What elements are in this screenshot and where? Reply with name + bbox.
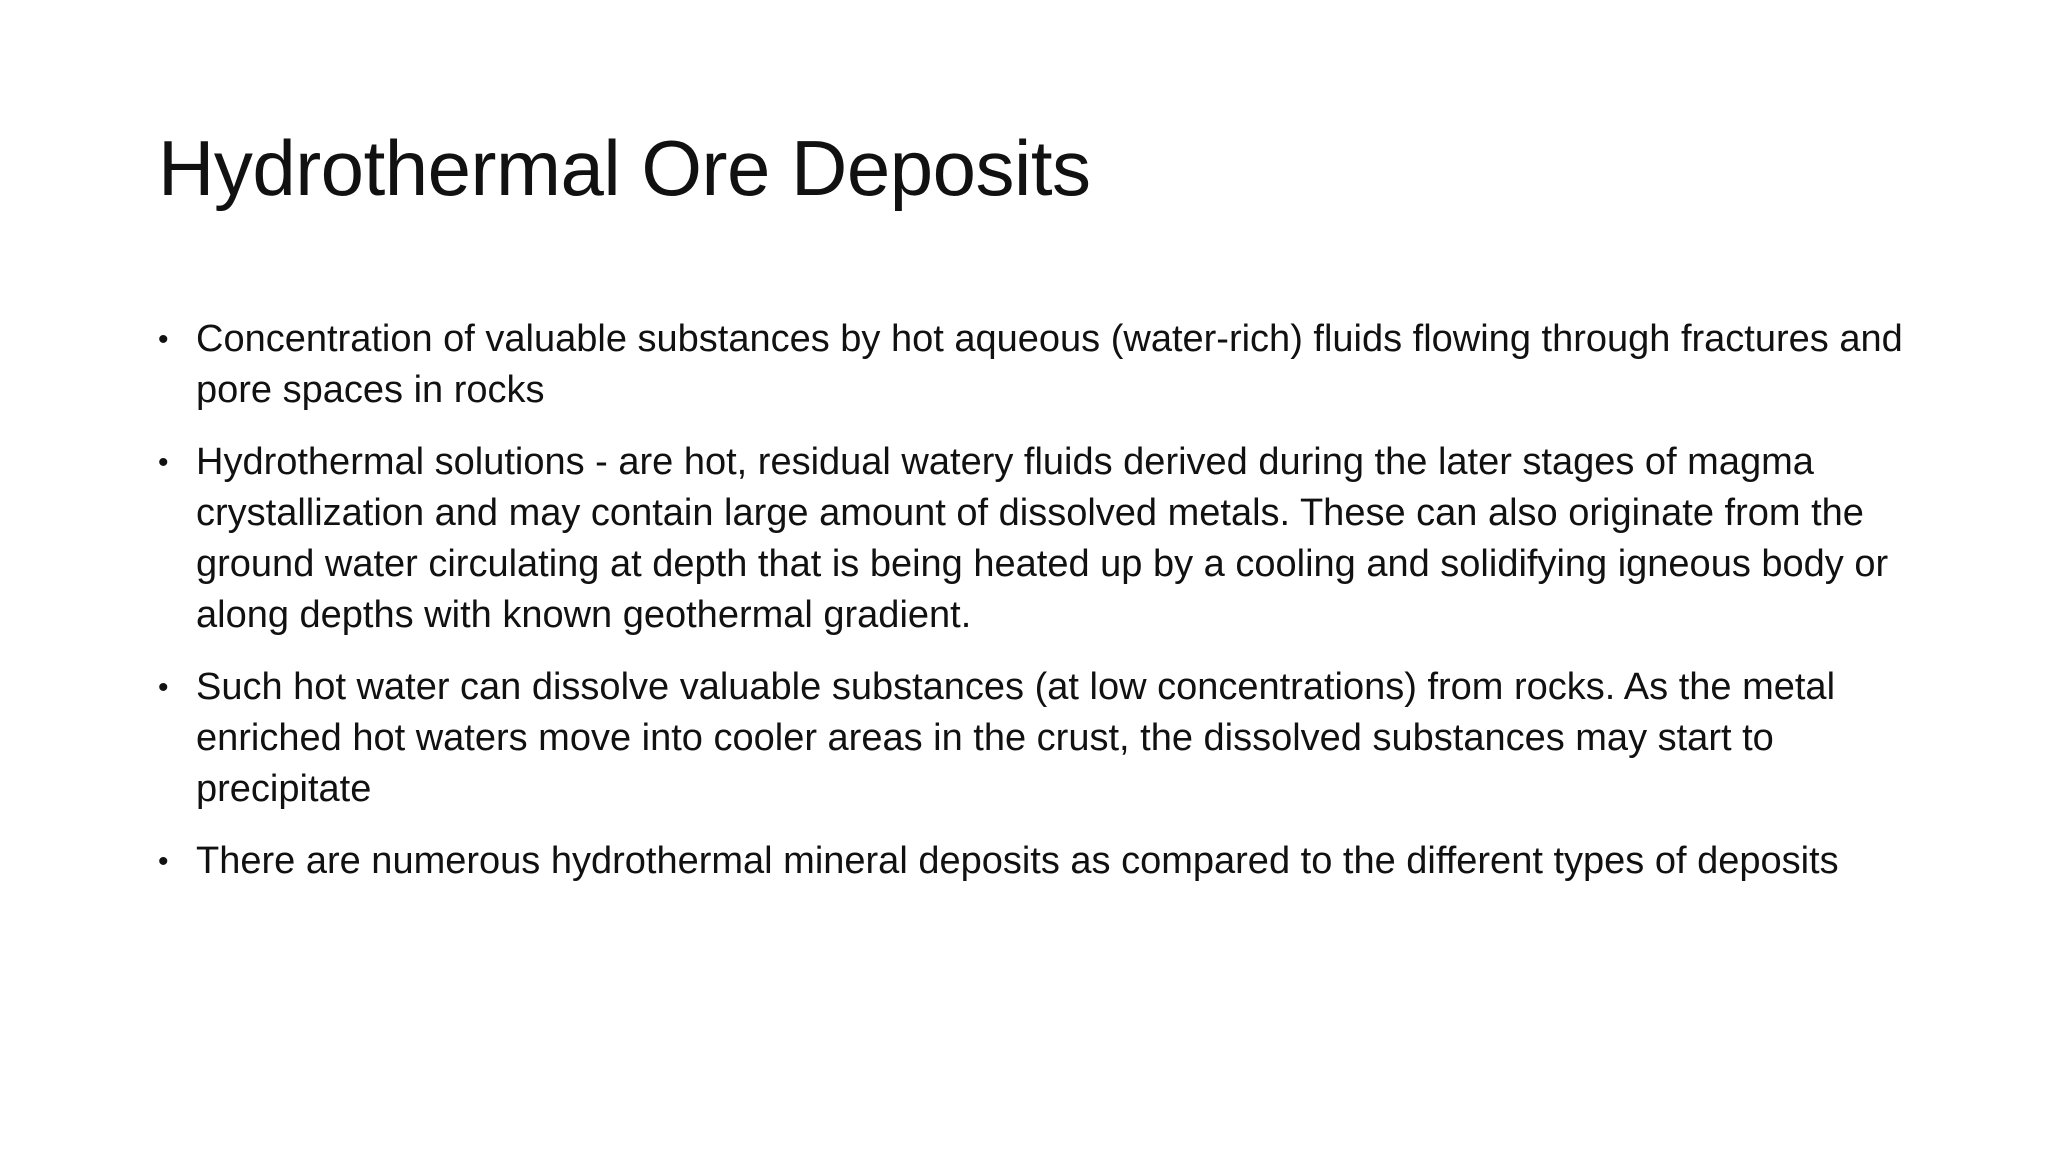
bullet-text: Hydrothermal solutions - are hot, residual watery fluids derived during the later stages of magma crystallization and may contain large amount of dissolved metals. These can also originate from the ground water circulating at depth that is being heated up by a cooling and solidifying igneous body or along depths with known geothermal gradient.	[196, 441, 1889, 636]
bullet-dot-icon: •	[158, 323, 169, 356]
bullet-item	[158, 662, 1918, 815]
bullet-dot-icon: •	[158, 446, 169, 479]
bullet-dot-icon: •	[158, 671, 169, 704]
bullet-item	[158, 437, 1918, 641]
bullet-dot-icon: •	[158, 845, 169, 878]
bullet-list	[158, 314, 1918, 908]
bullet-item	[158, 314, 1918, 416]
bullet-text: Such hot water can dissolve valuable substances (at low concentrations) from rocks. As the metal enriched hot waters move into cooler areas in the crust, the dissolved substances may start to precipitate	[196, 666, 1836, 810]
slide-title: Hydrothermal Ore Deposits	[158, 124, 1091, 212]
bullet-text: There are numerous hydrothermal mineral deposits as compared to the different types of deposits	[196, 840, 1839, 882]
bullet-item	[158, 836, 1918, 887]
bullet-text: Concentration of valuable substances by hot aqueous (water-rich) fluids flowing through fractures and pore spaces in rocks	[196, 318, 1903, 411]
